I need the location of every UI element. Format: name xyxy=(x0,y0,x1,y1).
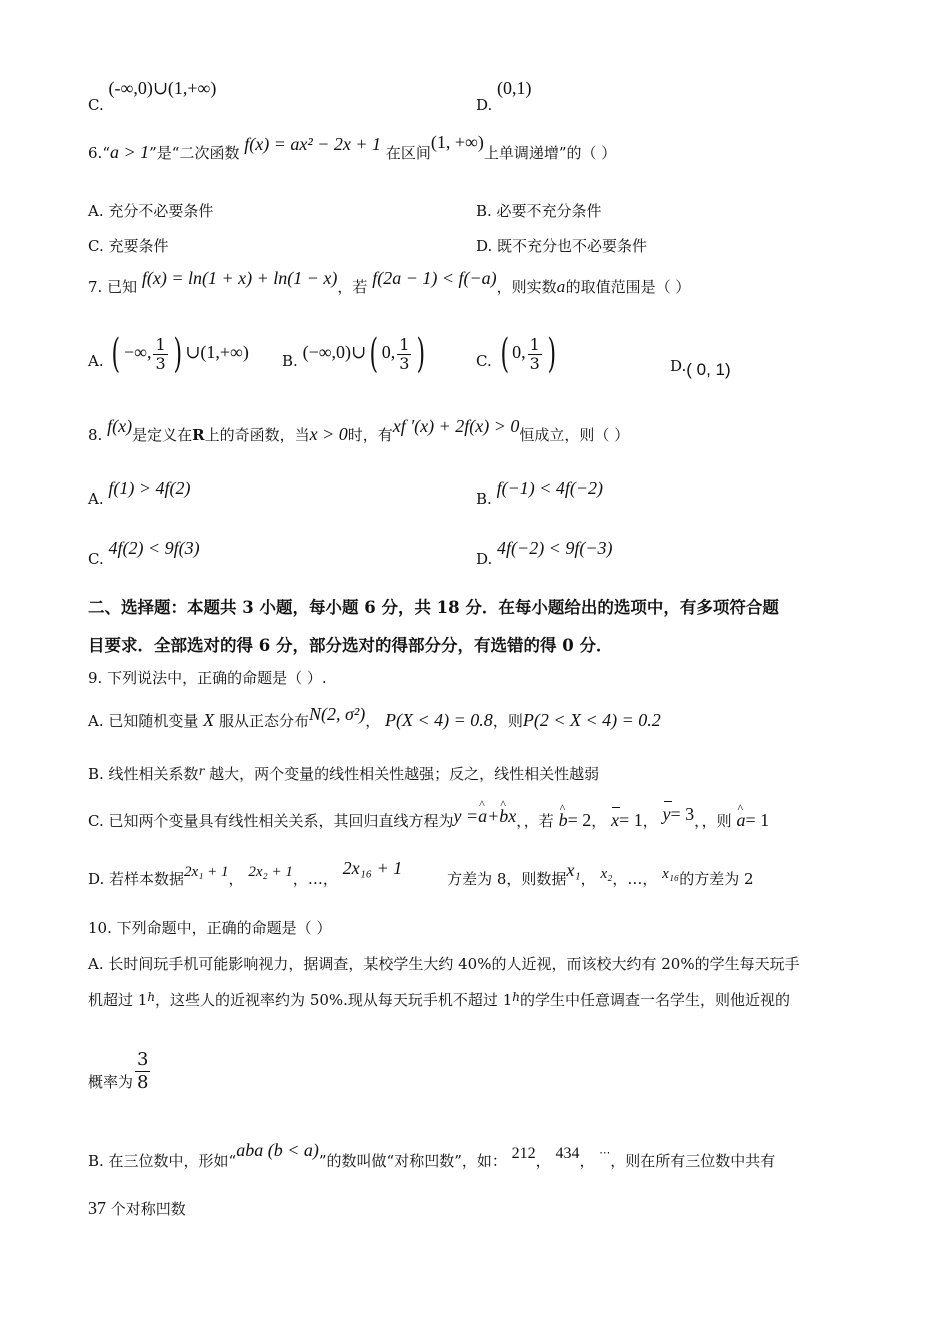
q5-option-c-math: (-∞,0)∪(1,+∞) xyxy=(108,78,217,98)
q10-b-pattern: aba (b < a) xyxy=(236,1140,319,1160)
q6-option-b: B. 必要不充分条件 xyxy=(476,202,602,220)
q6-interval: (1, +∞) xyxy=(430,132,484,152)
q8-option-a-math: f(1) > 4f(2) xyxy=(108,478,191,498)
q10-a-text: 机超过 1 xyxy=(88,991,148,1009)
q9-option-b xyxy=(88,764,599,785)
q10-option-a-line1: A. 长时间玩手机可能影响视力，据调查，某校学生大约 40%的人近视，而该校大约有 20%的学生每天玩手 xyxy=(88,955,800,973)
q9-c-text: ，则 xyxy=(701,812,732,830)
q9-d-data1: 2x₁ + 1 xyxy=(184,864,229,880)
q5-option-c xyxy=(88,78,217,114)
sep: ， xyxy=(580,870,596,888)
option-label: C. xyxy=(88,96,104,114)
q7-option-a xyxy=(88,330,249,375)
q6-option-c: C. 充要条件 xyxy=(88,237,169,255)
question-number: 6. xyxy=(88,144,103,162)
eq-b-hat: ^ b xyxy=(499,806,508,826)
sep: ， xyxy=(591,812,607,830)
option-label: C. xyxy=(476,352,492,370)
q9-d-dots: … xyxy=(307,870,323,888)
q8-text: 上的奇函数，当 xyxy=(204,426,310,444)
q6-function: f(x) = ax² − 2x + 1 xyxy=(244,134,382,154)
sep: ， xyxy=(516,812,524,830)
q9-option-d xyxy=(88,858,754,890)
q6-text: 上单调递增”的（ ） xyxy=(483,144,617,162)
option-label: A. xyxy=(88,352,104,370)
q8-option-c-math: 4f(2) < 9f(3) xyxy=(108,538,200,558)
q9-stem: 9. 下列说法中，正确的命题是（ ）. xyxy=(88,669,327,687)
q10-option-b-line2 xyxy=(88,1198,186,1219)
denominator: 3 xyxy=(399,353,410,373)
eq-y: y = xyxy=(453,806,479,826)
q7-text: 的取值范围是（ ） xyxy=(565,278,691,296)
q5-option-d xyxy=(476,78,532,114)
q7-inequality: f(2a − 1) < f(−a) xyxy=(372,268,497,288)
q8-text: 时，有 xyxy=(347,426,393,444)
paren-left: ( xyxy=(500,331,509,377)
q8-option-b-math: f(−1) < 4f(−2) xyxy=(496,478,603,498)
section-2-header-line2: 目要求．全部选对的得 6 分，部分选对的得部分分，有选错的得 0 分． xyxy=(88,636,613,655)
sep: ， xyxy=(228,870,244,888)
denominator: 8 xyxy=(137,1071,149,1093)
sep: ， xyxy=(694,812,702,830)
numerator: 1 xyxy=(155,334,166,354)
q7-option-b xyxy=(282,330,429,375)
option-label: B. xyxy=(282,352,298,370)
q8-option-a xyxy=(88,478,191,508)
question-number: 8. xyxy=(88,426,103,444)
numerator: 3 xyxy=(137,1048,149,1070)
denominator: 3 xyxy=(155,353,166,373)
q9-a-var: X xyxy=(203,710,215,730)
option-label: D. xyxy=(670,357,687,375)
q9-c-text: C. 已知两个变量具有线性相关关系，其回归直线方程为 xyxy=(88,812,454,830)
q10-a-text: 概率为 xyxy=(88,1073,134,1091)
fraction xyxy=(135,1049,150,1094)
paren-right: ) xyxy=(416,331,426,377)
q9-d-text: D. 若样本数据 xyxy=(88,870,185,888)
eq-a-hat: ^ a xyxy=(478,806,487,826)
q9-option-c xyxy=(88,804,770,831)
q7-option-b-mid: 0, xyxy=(381,342,396,362)
q9-b-text: B. 线性相关系数 xyxy=(88,765,199,783)
fraction xyxy=(528,336,542,373)
q10-b-example1: 212 xyxy=(511,1145,536,1162)
q9-a-sep: ， xyxy=(365,712,381,730)
q10-a-hour: h xyxy=(512,990,520,1004)
q9-c-x-val: = 1 xyxy=(619,810,643,830)
q9-c-a-val: = 1 xyxy=(745,810,770,830)
q9-d-x2: x₂ xyxy=(600,866,613,882)
paren-right: ) xyxy=(173,331,182,377)
q9-a-text: 服从正态分布 xyxy=(218,712,309,730)
q6-text: “ xyxy=(102,144,110,162)
q9-d-data2: 2x₂ + 1 xyxy=(248,864,293,880)
q9-d-dots: … xyxy=(627,870,643,888)
q8-text: 恒成立，则（ ） xyxy=(519,426,630,444)
q10-stem: 10. 下列命题中，正确的命题是（ ） xyxy=(88,919,332,937)
numerator: 1 xyxy=(399,334,410,354)
denominator: 3 xyxy=(529,353,540,373)
q9-b-var: r xyxy=(198,764,205,778)
q9-d-text: 的方差为 2 xyxy=(679,870,754,888)
sep: ， xyxy=(322,870,338,888)
q7-option-d xyxy=(670,356,731,379)
q8-condition: x > 0 xyxy=(309,424,348,444)
q9-d-x16: x₁₆ xyxy=(662,866,680,882)
sep: ， xyxy=(612,870,628,888)
q9-c-x-bar: x xyxy=(611,810,620,830)
sep: ， xyxy=(642,812,658,830)
q9-c-b-val: = 2 xyxy=(567,810,592,830)
q10-b-count: 37 xyxy=(88,1198,106,1218)
q6-option-d: D. 既不充分也不必要条件 xyxy=(476,237,648,255)
paren-right: ) xyxy=(547,331,556,377)
q9-a-prob1: P(X < 4) = 0.8 xyxy=(385,710,493,730)
eq-plus: + xyxy=(487,806,500,826)
option-label: D. xyxy=(476,550,493,568)
option-label: D. xyxy=(476,96,493,114)
q9-b-text: 越大，两个变量的线性相关性越强；反之，线性相关性越弱 xyxy=(209,765,600,783)
q8-option-d xyxy=(476,538,613,568)
section-2-header-line1: 二、选择题：本题共 3 小题，每小题 6 分，共 18 分．在每小题给出的选项中，有多项符合题 xyxy=(88,598,779,617)
q6-text: 在区间 xyxy=(385,144,431,162)
q9-c-text: ，若 xyxy=(523,812,554,830)
sep: ， xyxy=(535,1152,551,1170)
q10-a-text: ，这些人的近视率约为 50%.现从每天玩手机不超过 1 xyxy=(155,991,513,1009)
q10-b-text: ”的数叫做“对称凹数”，如： xyxy=(318,1152,507,1170)
q9-c-b-hat: ^ b xyxy=(559,810,568,830)
q10-a-hour: h xyxy=(147,990,156,1004)
q10-b-ellipsis: ⋯ xyxy=(599,1146,611,1159)
q7-text: ，若 xyxy=(337,278,368,296)
q9-c-y-val: = 3 xyxy=(670,804,695,824)
q7-function: f(x) = ln(1 + x) + ln(1 − x) xyxy=(141,268,338,288)
q6-option-a: A. 充分不必要条件 xyxy=(88,202,214,220)
q8-option-c xyxy=(88,538,200,568)
q6-stem xyxy=(88,132,617,163)
q8-inequality: xf ′(x) + 2f(x) > 0 xyxy=(392,416,520,436)
q9-a-text: A. 已知随机变量 xyxy=(88,712,199,730)
q9-d-text: 方差为 8，则数据 xyxy=(447,870,567,888)
q9-a-distribution: N(2, σ²) xyxy=(308,704,366,724)
option-label: A. xyxy=(88,490,104,508)
q10-option-a-line2 xyxy=(88,990,790,1011)
q7-stem xyxy=(88,268,691,297)
q8-option-d-math: 4f(−2) < 9f(−3) xyxy=(497,538,613,558)
q9-option-a xyxy=(88,704,661,731)
sep: ， xyxy=(292,870,308,888)
q9-d-data3: 2x₁₆ + 1 xyxy=(342,858,403,878)
fraction xyxy=(397,336,411,373)
q7-option-a-left: −∞, xyxy=(124,342,152,362)
q6-text: ”是“二次函数 xyxy=(149,144,240,162)
q8-function: f(x) xyxy=(107,416,133,436)
sep: ， xyxy=(579,1152,595,1170)
q9-a-prob2: P(2 < X < 4) = 0.2 xyxy=(522,710,661,730)
eq-x: x xyxy=(508,806,517,826)
q10-b-text: B. 在三位数中，形如“ xyxy=(88,1152,237,1170)
q8-stem xyxy=(88,416,630,445)
q9-c-regression-eq xyxy=(453,806,516,826)
option-label: B. xyxy=(476,490,492,508)
q9-c-a-hat: ^ a xyxy=(736,810,745,830)
q5-option-d-math: (0,1) xyxy=(497,78,532,98)
option-label: C. xyxy=(88,550,104,568)
fraction xyxy=(153,336,167,373)
q10-option-b xyxy=(88,1140,776,1173)
q8-option-b xyxy=(476,478,603,508)
q10-option-a-line3 xyxy=(88,1048,152,1096)
q10-b-example2: 434 xyxy=(555,1145,580,1162)
numerator: 1 xyxy=(529,334,540,354)
paren-left: ( xyxy=(111,331,121,377)
q10-b-text: ，则在所有三位数中共有 xyxy=(610,1152,776,1170)
paren-left: ( xyxy=(369,331,379,377)
q9-a-text: ，则 xyxy=(492,712,523,730)
q6-condition: a > 1 xyxy=(109,142,150,162)
q10-a-text: 的学生中任意调查一名学生，则他近视的 xyxy=(519,991,790,1009)
q7-variable: a xyxy=(556,278,566,296)
q9-c-y-bar: y xyxy=(662,804,671,824)
q7-option-d-math: ( 0, 1) xyxy=(686,360,731,379)
question-number: 7. 已知 xyxy=(88,278,138,296)
q9-d-x1: x₁ xyxy=(566,860,581,880)
q7-option-a-right: ∪(1,+∞) xyxy=(185,342,249,362)
q7-option-b-left: (−∞,0)∪ xyxy=(302,342,367,362)
sep: ， xyxy=(642,870,658,888)
q7-text: ，则实数 xyxy=(496,278,557,296)
q7-option-c xyxy=(476,330,559,375)
q7-option-c-mid: 0, xyxy=(512,342,526,362)
q8-real-set: R xyxy=(192,426,205,444)
q8-text: 是定义在 xyxy=(132,426,193,444)
q10-b-text: 个对称凹数 xyxy=(110,1200,186,1218)
